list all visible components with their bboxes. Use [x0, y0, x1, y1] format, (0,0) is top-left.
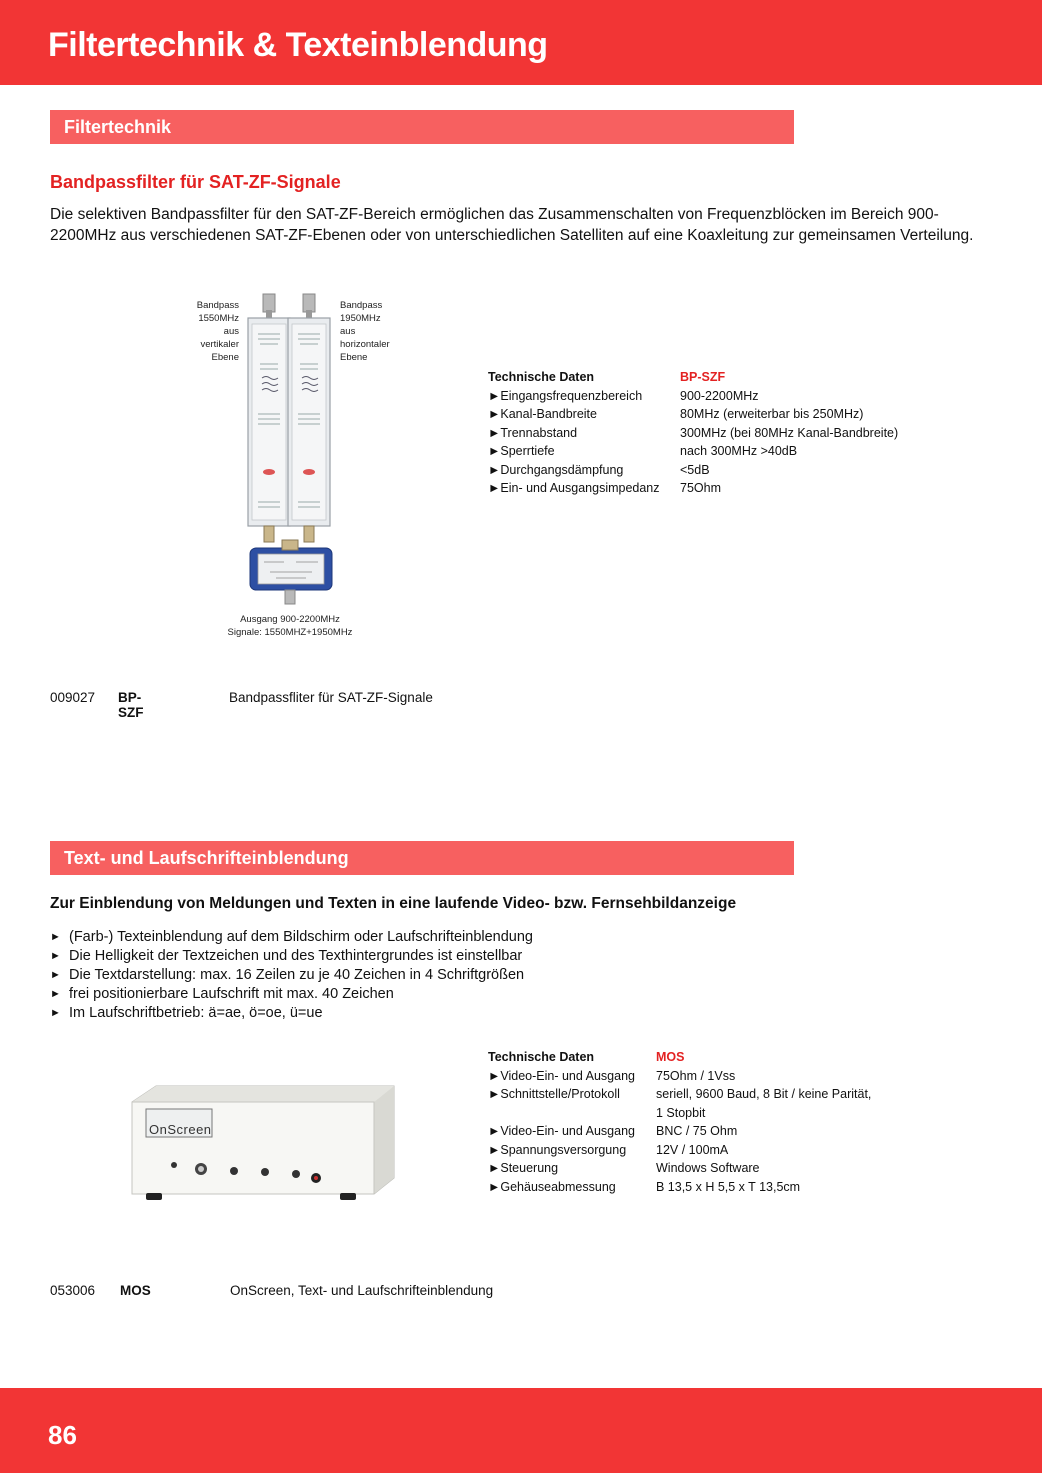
order-model: BP-SZF: [118, 690, 144, 720]
footer-bar: [0, 1388, 1042, 1473]
arrow-icon: ►: [488, 407, 501, 421]
spec-row: ►Gehäuseabmessung B 13,5 x H 5,5 x T 13,5cm: [488, 1179, 801, 1194]
arrow-icon: ►: [488, 425, 501, 440]
filter-label-right: Bandpass 1950MHz aus horizontaler Ebene: [340, 300, 390, 363]
spec-row: ►Eingangsfrequenzbereich 900-2200MHz: [488, 388, 759, 403]
order-model: MOS: [120, 1283, 151, 1298]
arrow-icon: ►: [488, 1179, 501, 1194]
spec-header-label: Technische Daten: [488, 370, 595, 384]
arrow-icon: ►: [488, 481, 501, 495]
spec-header-model: BP-SZF: [680, 370, 726, 384]
arrow-icon: ►: [488, 1161, 501, 1175]
arrow-icon: ►: [50, 988, 61, 1000]
list-item: ► (Farb-) Texteinblendung auf dem Bildschirm oder Laufschrifteinblendung: [50, 929, 533, 945]
order-description: Bandpassfliter für SAT-ZF-Signale: [229, 690, 433, 705]
section-bar-filtertechnik: [50, 110, 794, 144]
arrow-icon: ►: [488, 1087, 501, 1101]
order-number: 053006: [50, 1283, 96, 1298]
arrow-icon: ►: [488, 1124, 501, 1138]
list-item: ► frei positionierbare Laufschrift mit max. 40 Zeichen: [50, 986, 394, 1002]
order-description: OnScreen, Text- und Laufschrifteinblendung: [230, 1283, 494, 1298]
arrow-icon: ►: [488, 444, 501, 458]
spec-row: ►Ein- und Ausgangsimpedanz 75Ohm: [488, 481, 721, 495]
header-bar: [0, 0, 1042, 85]
order-number: 009027: [50, 690, 96, 705]
arrow-icon: ►: [488, 1142, 501, 1157]
filter-label-left: Bandpass 1550MHz aus vertikaler Ebene: [196, 300, 239, 363]
section-bar-laufschrift: [50, 841, 794, 875]
arrow-icon: ►: [488, 462, 501, 477]
spec-table-mos: [488, 1048, 871, 1196]
spec-row: ►Trennabstand 300MHz (bei 80MHz Kanal-Bandbreite): [488, 425, 899, 440]
spec-header-model: MOS: [656, 1050, 685, 1064]
arrow-icon: ►: [50, 950, 61, 962]
arrow-icon: ►: [488, 388, 501, 403]
arrow-icon: ►: [488, 1068, 501, 1083]
section-title: Filtertechnik: [64, 117, 172, 137]
spec-row: ►Video-Ein- und Ausgang BNC / 75 Ohm: [488, 1124, 738, 1138]
product-subtitle: Bandpassfilter für SAT-ZF-Signale: [50, 172, 341, 192]
spec-table-bp-szf: [488, 368, 898, 498]
spec-row: ►Steuerung Windows Software: [488, 1161, 760, 1175]
spec-row: ►Video-Ein- und Ausgang 75Ohm / 1Vss: [488, 1068, 736, 1083]
spec-row: ►Sperrtiefe nach 300MHz >40dB: [488, 444, 798, 458]
spec-row: ►Spannungsversorgung 12V / 100mA: [488, 1142, 729, 1157]
list-item: ► Die Helligkeit der Textzeichen und des Texthintergrundes ist einstellbar: [50, 948, 523, 964]
section-title: Text- und Laufschrifteinblendung: [64, 848, 349, 868]
arrow-icon: ►: [50, 931, 61, 943]
filter-label-bottom: Ausgang 900-2200MHz Signale: 1550MHZ+1950MHz: [227, 614, 353, 638]
bandpass-filter-image: [240, 292, 340, 612]
list-item: ► Im Laufschriftbetrieb: ä=ae, ö=oe, ü=ue: [50, 1005, 323, 1021]
product-description: Die selektiven Bandpassfilter für den SAT-ZF-Bereich ermöglichen das Zusammenschalten von Frequenzblöcken im Bereich 900-2200MHz aus verschiedenen SAT-ZF-Ebenen oder von unterschiedlichen Satelliten auf eine Koaxleitung zur gemeinsamen Verteilung.: [50, 206, 974, 244]
product-subtitle: Zur Einblendung von Meldungen und Texten in eine laufende Video- bzw. Fernsehbildanzeige: [50, 895, 737, 912]
page-number: 86: [48, 1420, 77, 1450]
page-title: Filtertechnik & Texteinblendung: [48, 26, 548, 64]
arrow-icon: ►: [50, 969, 61, 981]
feature-list: [50, 928, 750, 1023]
onscreen-device-image: [126, 1082, 398, 1212]
spec-row: ►Durchgangsdämpfung <5dB: [488, 462, 710, 477]
list-item: ► Die Textdarstellung: max. 16 Zeilen zu je 40 Zeichen in 4 Schriftgrößen: [50, 967, 525, 983]
arrow-icon: ►: [50, 1007, 61, 1019]
spec-row: ►Schnittstelle/Protokoll seriell, 9600 Baud, 8 Bit / keine Parität, 1 Stopbit: [488, 1087, 872, 1120]
device-brand-label: OnScreen: [149, 1122, 212, 1137]
spec-header-label: Technische Daten: [488, 1050, 595, 1064]
spec-row: ►Kanal-Bandbreite 80MHz (erweiterbar bis 250MHz): [488, 407, 864, 421]
